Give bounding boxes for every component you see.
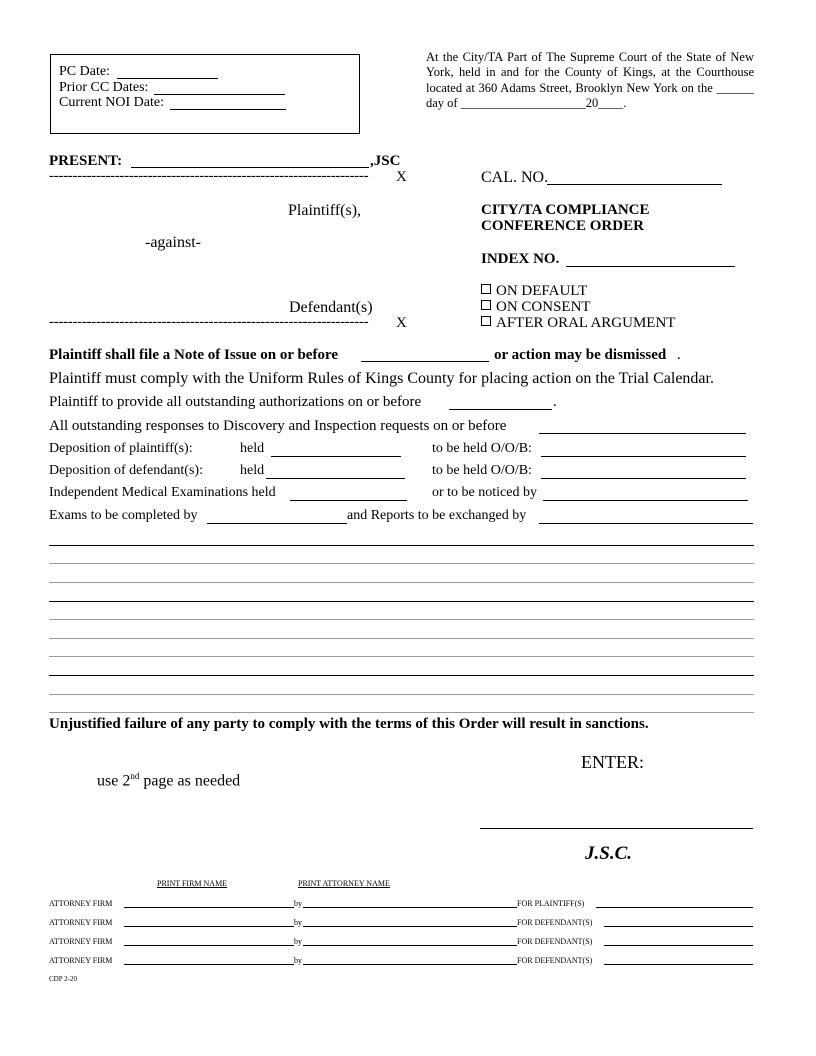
attorney-party-field[interactable]: [604, 964, 753, 965]
enter-label: ENTER:: [581, 752, 644, 772]
after-oral-argument-label: AFTER ORAL ARGUMENT: [496, 315, 676, 331]
use-second-page-note: use 2nd page as needed: [97, 771, 241, 790]
depo-plaintiff-to-be-held-field[interactable]: [541, 456, 746, 457]
on-default-label: ON DEFAULT: [496, 283, 588, 299]
depo-plaintiff-held-label: held: [240, 441, 265, 456]
court-location-paragraph: At the City/TA Part of The Supreme Court of the State of New York, held in and for the County of Kings, at the Courthouse located at 360 Adams Street, Brooklyn New York on the ______ day of ____________________20____.: [426, 50, 754, 110]
plaintiff-label: Plaintiff(s),: [288, 202, 362, 219]
after-oral-argument-checkbox[interactable]: [481, 316, 491, 326]
attorney-by-label: by: [294, 956, 302, 965]
attorney-firm-label: ATTORNEY FIRM: [49, 937, 113, 946]
authorizations-period: .: [553, 394, 557, 410]
attorney-party-field[interactable]: [596, 907, 753, 908]
caption-top-x: X: [396, 169, 407, 185]
on-consent-label: ON CONSENT: [496, 299, 591, 315]
judge-signature-line[interactable]: [480, 828, 753, 829]
attorney-firm-label: ATTORNEY FIRM: [49, 956, 113, 965]
notes-line[interactable]: [49, 656, 754, 657]
exams-date-field[interactable]: [207, 523, 347, 524]
attorney-firm-label: ATTORNEY FIRM: [49, 899, 113, 908]
caption-bottom-x: X: [396, 315, 407, 331]
ime-to-be-noticed-field[interactable]: [543, 500, 748, 501]
note-of-issue-text-b: or action may be dismissed: [494, 347, 667, 363]
present-label: PRESENT:: [49, 153, 123, 169]
attorney-party-label: FOR DEFENDANT(S): [517, 918, 593, 927]
sanctions-warning: Unjustified failure of any party to comply with the terms of this Order will result in sanctions.: [49, 716, 649, 732]
notes-line[interactable]: [49, 712, 754, 713]
attorney-firm-field[interactable]: [124, 964, 294, 965]
notes-line[interactable]: [49, 638, 754, 639]
prior-cc-dates-label: Prior CC Dates:: [59, 80, 149, 95]
attorney-firm-label: ATTORNEY FIRM: [49, 918, 113, 927]
order-title-line1: CITY/TA COMPLIANCE: [481, 202, 650, 218]
on-default-checkbox[interactable]: [481, 284, 491, 294]
notes-line[interactable]: [49, 619, 754, 620]
cal-no-label: CAL. NO.: [481, 169, 549, 186]
notes-line[interactable]: [49, 694, 754, 695]
attorney-name-field[interactable]: [303, 964, 517, 965]
option-after-oral-argument[interactable]: [481, 315, 675, 332]
caption-top-divider: --------------------------------------------------------------------: [49, 168, 369, 184]
attorney-name-field[interactable]: [303, 926, 517, 927]
option-on-consent[interactable]: [481, 299, 591, 316]
discovery-text: All outstanding responses to Discovery and Inspection requests on or before: [49, 418, 507, 434]
reports-label: and Reports to be exchanged by: [347, 508, 527, 523]
depo-plaintiff-held-field[interactable]: [271, 456, 401, 457]
index-no-field[interactable]: [566, 266, 735, 267]
discovery-date-field[interactable]: [539, 433, 746, 434]
depo-defendant-to-be-held-label: to be held O/O/B:: [432, 463, 532, 478]
attorney-party-field[interactable]: [604, 945, 753, 946]
notes-line[interactable]: [49, 545, 754, 546]
note-of-issue-date-field[interactable]: [361, 361, 489, 362]
present-jsc-suffix: ,JSC: [370, 153, 401, 169]
attorney-firm-field[interactable]: [124, 907, 294, 908]
attorney-firm-field[interactable]: [124, 926, 294, 927]
current-noi-date-field[interactable]: [170, 109, 286, 110]
notes-line[interactable]: [49, 582, 754, 583]
ime-to-be-noticed-label: or to be noticed by: [432, 485, 537, 500]
print-firm-name-header: PRINT FIRM NAME: [157, 879, 228, 888]
ime-label: Independent Medical Examinations held: [49, 485, 276, 500]
cal-no-field[interactable]: [547, 184, 722, 185]
attorney-by-label: by: [294, 937, 302, 946]
depo-defendant-label: Deposition of defendant(s):: [49, 463, 203, 478]
attorney-name-field[interactable]: [303, 907, 517, 908]
depo-plaintiff-to-be-held-label: to be held O/O/B:: [432, 441, 532, 456]
notes-line[interactable]: [49, 675, 754, 676]
attorney-party-field[interactable]: [604, 926, 753, 927]
caption-bottom-divider: --------------------------------------------------------------------: [49, 314, 369, 330]
authorizations-text: Plaintiff to provide all outstanding authorizations on or before: [49, 394, 422, 410]
form-code: CDP 2-20: [49, 975, 77, 983]
against-label: -against-: [145, 234, 201, 251]
attorney-firm-field[interactable]: [124, 945, 294, 946]
depo-defendant-held-field[interactable]: [266, 478, 405, 479]
depo-defendant-held-label: held: [240, 463, 265, 478]
depo-defendant-to-be-held-field[interactable]: [541, 478, 746, 479]
notes-line[interactable]: [49, 601, 754, 602]
note-of-issue-text-a: Plaintiff shall file a Note of Issue on or before: [49, 347, 339, 363]
attorney-by-label: by: [294, 918, 302, 927]
order-title-line2: CONFERENCE ORDER: [481, 218, 644, 234]
exams-label: Exams to be completed by: [49, 508, 198, 523]
attorney-party-label: FOR DEFENDANT(S): [517, 937, 593, 946]
uniform-rules-text: Plaintiff must comply with the Uniform Rules of Kings County for placing action on the Trial Calendar.: [49, 370, 714, 387]
pc-date-field[interactable]: [117, 78, 218, 79]
current-noi-date-label: Current NOI Date:: [59, 95, 164, 110]
attorney-party-label: FOR PLAINTIFF(S): [517, 899, 585, 908]
attorney-party-label: FOR DEFENDANT(S): [517, 956, 593, 965]
note-of-issue-period: .: [677, 347, 681, 363]
reports-date-field[interactable]: [539, 523, 753, 524]
defendant-label: Defendant(s): [289, 299, 373, 316]
notes-line[interactable]: [49, 563, 754, 564]
depo-plaintiff-label: Deposition of plaintiff(s):: [49, 441, 193, 456]
pc-date-label: PC Date:: [59, 64, 110, 79]
index-no-label: INDEX NO.: [481, 251, 560, 267]
authorizations-date-field[interactable]: [449, 409, 552, 410]
option-on-default[interactable]: [481, 283, 587, 300]
ime-held-field[interactable]: [290, 500, 407, 501]
print-attorney-name-header: PRINT ATTORNEY NAME: [298, 879, 390, 888]
attorney-name-field[interactable]: [303, 945, 517, 946]
on-consent-checkbox[interactable]: [481, 300, 491, 310]
jsc-label: J.S.C.: [585, 843, 632, 864]
prior-cc-dates-field[interactable]: [154, 94, 285, 95]
attorney-by-label: by: [294, 899, 302, 908]
